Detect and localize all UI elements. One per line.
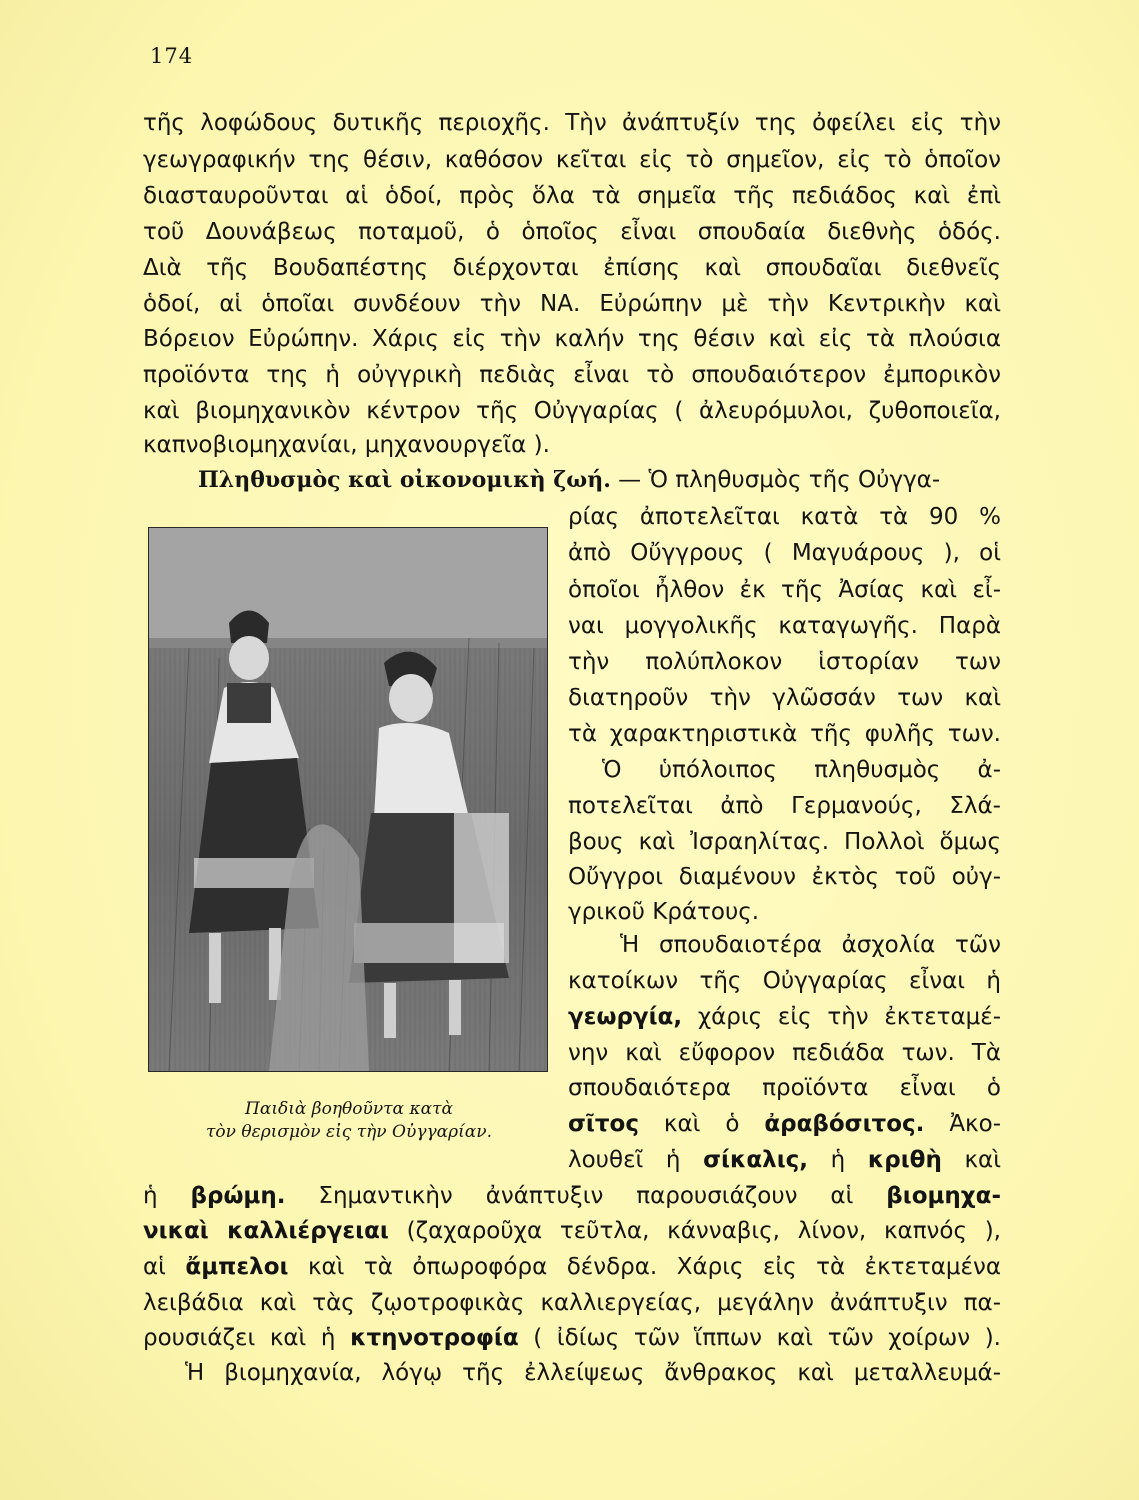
paragraph-line: τοῦ Δουνάβεως ποταμοῦ, ὁ ὁποῖος εἶναι σπουδαία διεθνὴς ὁδός.	[143, 219, 1001, 245]
paragraph-line: νην καὶ εὔφορον πεδιάδα των. Τὰ	[568, 1040, 1001, 1066]
bold-term: βρώμη.	[190, 1183, 286, 1209]
paragraph-line: κατοίκων τῆς Οὐγγαρίας εἶναι ἡ	[568, 968, 1001, 994]
paragraph-line	[143, 1216, 1001, 1246]
paragraph-line: ναι μογγολικῆς καταγωγῆς. Παρὰ	[568, 613, 1001, 639]
paragraph-line: καπνοβιομηχανίαι, μηχανουργεῖα ).	[143, 432, 550, 458]
paragraph-line: καὶ βιομηχανικὸν κέντρον τῆς Οὐγγαρίας ( ἀλευρόμυλοι, ζυθοποιεῖα,	[143, 398, 1001, 424]
bold-term: ἀραβόσιτος.	[764, 1111, 925, 1137]
paragraph-line: βους καὶ Ἰσραηλίτας. Πολλοὶ ὅμως	[568, 829, 1001, 855]
paragraph-line: σπουδαιότερα προϊόντα εἶναι ὁ	[568, 1075, 1001, 1101]
paragraph-line: Ὁ ὑπόλοιπος πληθυσμὸς ἀ-	[602, 757, 1001, 783]
paragraph-line	[568, 1002, 1001, 1032]
line-text: Σημαντικὴν ἀνάπτυξιν παρουσιάζουν αἱ	[285, 1183, 887, 1209]
line-text: αἱ	[143, 1254, 186, 1280]
paragraph-line: Ἡ βιομηχανία, λόγῳ τῆς ἐλλείψεως ἄνθρακος καὶ μεταλλευμά-	[185, 1360, 1001, 1386]
paragraph-line	[568, 1145, 1001, 1175]
paragraph-line: τὴν πολύπλοκον ἱστορίαν των	[568, 649, 1001, 675]
line-text: ἡ	[808, 1147, 868, 1173]
paragraph-line: ὁδοί, αἱ ὁποῖαι συνδέουν τὴν ΝΑ. Εὐρώπην μὲ τὴν Κεντρικὴν καὶ	[143, 291, 1001, 317]
paragraph-line: ρίας ἀποτελεῖται κατὰ τὰ 90 %	[568, 504, 1001, 530]
paragraph-line: λειβάδια καὶ τὰς ζῳοτροφικὰς καλλιεργείας, μεγάλην ἀνάπτυξιν πα-	[143, 1290, 1001, 1316]
line-text: καὶ ὁ	[639, 1111, 765, 1137]
line-text: ( ἰδίως τῶν ἵππων καὶ τῶν χοίρων ).	[518, 1325, 1001, 1351]
paragraph-line: Οὔγγροι διαμένουν ἐκτὸς τοῦ οὐγ-	[568, 864, 1001, 890]
page-number: 174	[150, 44, 194, 68]
line-text: χάρις εἰς τὴν ἐκτεταμέ-	[682, 1004, 1001, 1030]
line-text: καὶ	[941, 1147, 1001, 1173]
bold-term: κριθὴ	[867, 1147, 942, 1173]
paragraph-line: ἀπὸ Οὔγγρους ( Μαγυάρους ), οἱ	[568, 540, 1001, 566]
paragraph-line: ὁποῖοι ἦλθον ἐκ τῆς Ἀσίας καὶ εἶ-	[568, 577, 1001, 603]
paragraph-line: Ἡ σπουδαιοτέρα ἀσχολία τῶν	[620, 932, 1001, 958]
paragraph-line: Διὰ τῆς Βουδαπέστης διέρχονται ἐπίσης καὶ σπουδαῖαι διεθνεῖς	[143, 255, 1001, 281]
paragraph-line: διατηροῦν τὴν γλῶσσάν των καὶ	[568, 685, 1001, 711]
line-text: Ἀκο-	[924, 1111, 1001, 1137]
paragraph-line: διασταυροῦνται αἱ ὁδοί, πρὸς ὅλα τὰ σημεῖα τῆς πεδιάδος καὶ ἐπὶ	[143, 183, 1001, 209]
paragraph-line	[143, 1181, 1001, 1211]
bold-term: βιομηχα-	[886, 1183, 1001, 1209]
line-text: ἡ	[143, 1183, 191, 1209]
bold-term: κτηνοτροφία	[350, 1325, 519, 1351]
paragraph-line: ποτελεῖται ἀπὸ Γερμανούς, Σλά-	[568, 793, 1001, 819]
line-text: (ζαχαροῦχα τεῦτλα, κάνναβις, λίνον, καπνός ),	[388, 1218, 1001, 1244]
photo-caption-line: Παιδιὰ βοηθοῦντα κατὰ	[245, 1099, 453, 1119]
paragraph-line: γρικοῦ Κράτους.	[568, 899, 760, 925]
bold-term: ἄμπελοι	[185, 1254, 289, 1280]
bold-term: νικαὶ καλλιέργειαι	[143, 1218, 389, 1244]
paragraph-line: προϊόντα της ἡ οὐγγρικὴ πεδιὰς εἶναι τὸ σπουδαιότερον ἐμπορικὸν	[143, 362, 1001, 388]
photo-caption-line: τὸν θερισμὸν εἰς τὴν Οὐγγαρίαν.	[205, 1122, 492, 1142]
section-heading-continuation: — Ὁ πληθυσμὸς τῆς Οὐγγα-	[610, 467, 941, 493]
bold-term: σίκαλις,	[703, 1147, 809, 1173]
bold-term: γεωργία,	[568, 1004, 683, 1030]
paragraph-line	[143, 1252, 1001, 1282]
paragraph-line: Βόρειον Εὐρώπην. Χάρις εἰς τὴν καλήν της θέσιν καὶ εἰς τὰ πλούσια	[143, 326, 1001, 352]
line-text: λουθεῖ ἡ	[568, 1147, 704, 1173]
paragraph-line: τῆς λοφώδους δυτικῆς περιοχῆς. Τὴν ἀνάπτυξίν της ὀφείλει εἰς τὴν	[143, 110, 1001, 136]
section-heading-title: Πληθυσμὸς καὶ οἰκονομικὴ ζωή.	[198, 467, 611, 493]
paragraph-line	[568, 1109, 1001, 1139]
section-heading	[198, 465, 940, 495]
bold-term: σῖτος	[568, 1111, 639, 1137]
photograph-children-harvest	[148, 527, 548, 1072]
photograph-illustration	[149, 528, 547, 1071]
paragraph-line	[143, 1323, 1001, 1353]
paragraph-line: γεωγραφικήν της θέσιν, καθόσον κεῖται εἰς τὸ σημεῖον, εἰς τὸ ὁποῖον	[143, 147, 1001, 173]
photo-sky	[149, 528, 547, 648]
paragraph-line: τὰ χαρακτηριστικὰ τῆς φυλῆς των.	[568, 721, 1001, 747]
line-text: καὶ τὰ ὀπωροφόρα δένδρα. Χάρις εἰς τὰ ἐκτεταμένα	[288, 1254, 1001, 1280]
line-text: ρουσιάζει καὶ ἡ	[143, 1325, 351, 1351]
